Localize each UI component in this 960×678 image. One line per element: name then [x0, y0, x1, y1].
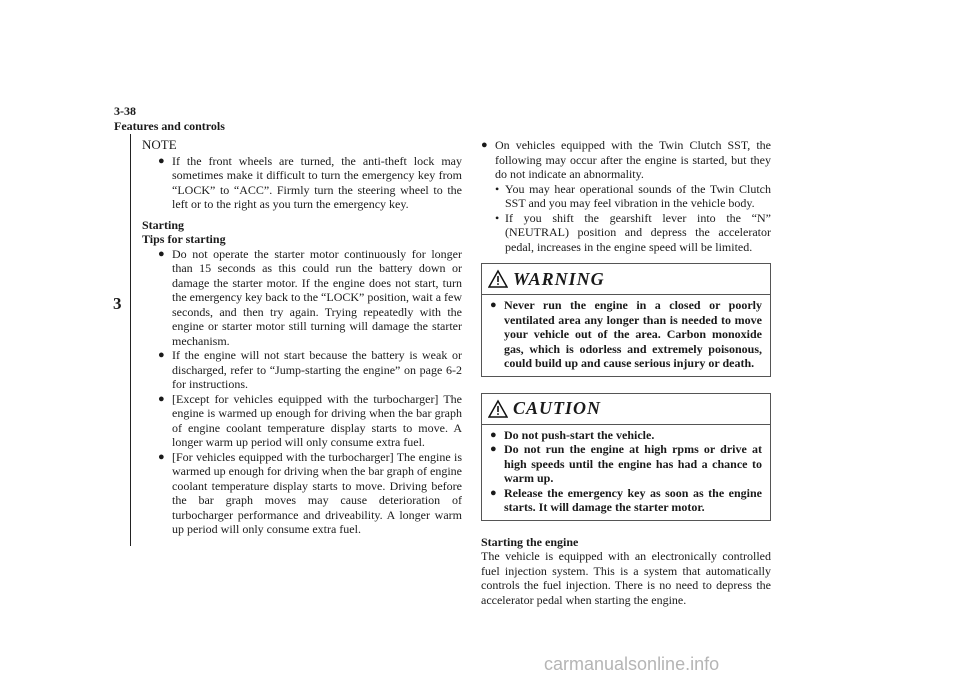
caution-item: ● Release the emergency key as soon as the engine starts. It will damage the starter motor.	[490, 485, 762, 514]
bullet-icon: ●	[158, 349, 165, 361]
bullet-icon: ●	[158, 154, 165, 167]
warning-triangle-icon	[488, 269, 508, 289]
caution-triangle-icon	[488, 399, 508, 419]
caution-item: ● Do not run the engine at high rpms or drive at high speeds until the engine has had a chance to warm up.	[490, 442, 762, 485]
note-item: ● If the front wheels are turned, the anti-theft lock may sometimes make it difficult to turn the emergency key from “LOCK” to “ACC”. Firmly turn the steering wheel to the left or to the right as you turn the emergency key.	[158, 153, 462, 211]
warning-header	[482, 264, 770, 295]
watermark: carmanualsonline.info	[544, 654, 720, 674]
tips-heading: Tips for starting	[142, 232, 226, 246]
caution-item: ● Do not push-start the vehicle.	[490, 427, 655, 442]
caution-title: CAUTION	[513, 398, 602, 419]
list-item: ● Do not operate the starter motor continuously for longer than 15 seconds as this could run the battery down or damage the starter motor. If the engine does not start, turn the emergency key back to the “LOCK” position, wait a few seconds, and then try again. Trying repeatedly with the engine or starter motor still turning will damage the starter mechanism.	[158, 246, 463, 348]
section-title: Features and controls	[114, 119, 225, 133]
bullet-icon: ●	[158, 247, 165, 260]
left-column	[142, 138, 462, 537]
starting-engine-heading: Starting the engine	[481, 534, 579, 549]
list-item: ● [Except for vehicles equipped with the turbocharger] The engine is warmed up enough for driving when the bar graph of engine coolant temperature display starts to move. A longer warm up period will only consume extra fuel.	[158, 391, 462, 449]
twin-clutch-item: ● On vehicles equipped with the Twin Clutch SST, the following may occur after the engine is started, but they do not indicate an abnormality. • You may hear operational sounds of the Twin Clutch SST and you may feel vibration in the vehicle body. • If you shift the gearshift lever into the “N” (NEUTRAL) position and depress the accelerator pedal, increases in the engine speed will be limited.	[481, 138, 771, 254]
list-item: ● If the engine will not start because the battery is weak or discharged, refer to “Jump-starting the engine” on page 6-2 for instructions.	[158, 348, 462, 391]
warning-item: ● Never run the engine in a closed or poorly ventilated area any longer than is needed to move your vehicle out of the area. Carbon monoxide gas, which is odorless and extremely poisonous, could build up and cause serious injury or death.	[490, 298, 762, 370]
starting-heading: Starting	[142, 217, 184, 232]
list-item: ● [For vehicles equipped with the turbocharger] The engine is warmed up enough for driving when the bar graph of engine coolant temperature display starts to move. Driving before the bar graph moves may cause deterioration of turbocharger performance and driveability. A longer warm up period will only consume extra fuel.	[158, 449, 462, 536]
caution-header	[482, 394, 770, 425]
caution-box	[481, 393, 771, 521]
bullet-icon: ●	[490, 486, 497, 499]
warning-box	[481, 263, 771, 377]
note-label: NOTE	[142, 137, 177, 152]
chapter-tab	[112, 134, 131, 546]
right-column	[481, 138, 771, 607]
page-number: 3-38	[114, 104, 136, 118]
starting-engine-text: The vehicle is equipped with an electronically controlled fuel injection system. This is a system that automatically controls the fuel injection. There is no need to depress the accelerator pedal when starting the engine.	[481, 549, 771, 607]
warning-body	[482, 295, 770, 376]
bullet-icon: ●	[490, 443, 497, 455]
bullet-icon: ●	[481, 139, 488, 151]
warning-title: WARNING	[513, 268, 605, 289]
bullet-icon: ●	[158, 450, 165, 463]
bullet-icon: ●	[158, 392, 165, 405]
sub-item: • You may hear operational sounds of the Twin Clutch SST and you may feel vibration in the vehicle body.	[495, 181, 771, 210]
bullet-icon: ●	[490, 299, 497, 311]
sub-item: • If you shift the gearshift lever into the “N” (NEUTRAL) position and depress the accelerator pedal, increases in the engine speed will be limited.	[495, 210, 771, 254]
bullet-icon: ●	[490, 428, 497, 441]
caution-body	[482, 425, 770, 520]
chapter-number: 3	[113, 294, 122, 313]
